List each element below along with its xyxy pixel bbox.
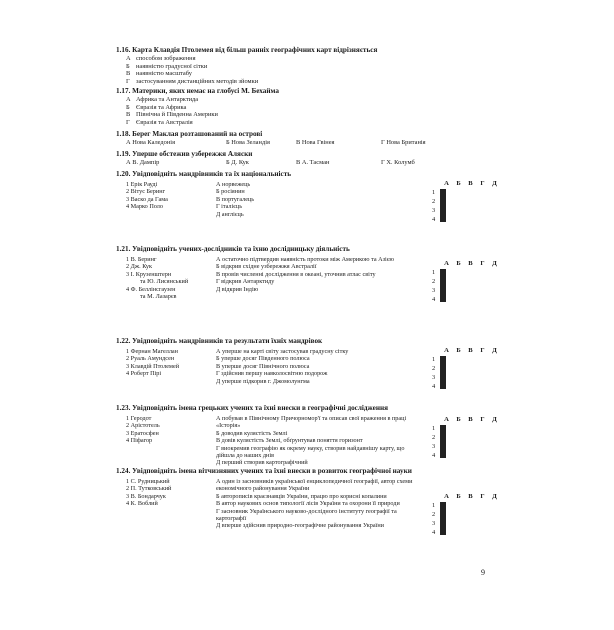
option-c: В А. Тасман	[296, 159, 330, 166]
question-title: 1.23. Увідповідніть імена грецьких учених та їхні внески в географічні дослідження	[116, 404, 389, 412]
option-b: Б Євразія та Африка	[126, 103, 187, 111]
page-number: 9	[481, 568, 485, 577]
answer-cells[interactable]	[440, 269, 446, 302]
question-1-18	[116, 130, 556, 148]
option-a: А Нова Каледонія	[126, 139, 176, 146]
question-1-21: 1.21. Увідповідніть учених-дослідників та їхню дослідницьку діяльність 1 В. Беринг 2 Дж. Кук 3 І. Крузенштерн та Ю. Лисянський 4 Ф. Беллінсгаузен та М. Лазарєв А остаточно підтвердив наявність протоки між Америкою та Азією Б відкрив східне узбережжя Австралії В провів численні дослідження в океані, уточнив атлас світу Г відкрив Антарктиду Д відкрив Індію А Б В Г Д 1 2 3 4	[116, 245, 556, 335]
question-title: 1.24. Увідповідніть імена вітчизняних учених та їхні внески в розвиток географічної науки	[116, 467, 412, 475]
option-d: Г Х. Колумб	[381, 159, 415, 166]
question-1-23: 1.23. Увідповідніть імена грецьких учених та їхні внески в географічні дослідження 1 Геродот 2 Арістотель 3 Ератосфен 4 Піфагор А побував в Північному Причорномор'ї та описав свої враження в праці «Історія» Б доводив кулястість Землі В довів кулястість Землі, обґрунтував поняття горизонт Г виокремив географію як окрему науку, створив найдавнішу карту, що дійшла до наших днів Д перший створив картографічний А Б В Г Д 1 2 3 4	[116, 404, 556, 466]
option-b: Б Нова Зеландія	[226, 139, 270, 146]
question-title: 1.20. Увідповідніть мандрівників та їх національність	[116, 170, 292, 178]
option-c: В наявністю масштабу	[126, 70, 192, 78]
left-column: 1 С. Рудницький 2 П. Тутковський 3 В. Бондарчук 4 К. Воблий	[126, 478, 172, 508]
question-1-20: 1.20. Увідповідніть мандрівників та їх національність 1 Ерік Рауді 2 Вітус Беринг 3 Васко да Гама 4 Марко Поло А норвежець Б росіянин В португалець Г італієць Д англієць А Б В Г Д 1 2 3 4	[116, 170, 556, 236]
left-column: 1 Фернан Магеллан 2 Руаль Амундсен 3 Клавдій Птолемей 4 Роберт Пірі	[126, 348, 180, 378]
question-1-24: 1.24. Увідповідніть імена вітчизняних учених та їхні внески в розвиток географічної науки 1 С. Рудницький 2 П. Тутковський 3 В. Бондарчук 4 К. Воблий А один із засновників української енциклопедичної географії, автор схеми економічного районування України Б авторописів краєзнавців України, працю про корисні копалини В автор наукових основ типології лісів України та охорони її природи Г засновник Українського науково-дослідного інституту географії та картографії Д вперше здійснив природно-географічне районування України А Б В Г Д 1 2 3 4	[116, 467, 556, 567]
question-1-17	[116, 87, 556, 126]
question-title: 1.19. Уперше обстежив узбережжя Аляски	[116, 150, 253, 158]
left-column: 1 Геродот 2 Арістотель 3 Ератосфен 4 Піфагор	[126, 415, 160, 445]
option-a: А Африка та Антарктида	[126, 96, 199, 103]
option-d: Г Євразія та Австралія	[126, 118, 193, 126]
option-b: Б Д. Кук	[226, 159, 249, 166]
answer-cells[interactable]	[440, 356, 446, 389]
right-column: А уперше на карті світу застосував градусну сітку Б уперше досяг Південного полюса В уперше досяг Північного полюса Г здійснив першу навколосвітню подорож Д уперше підкорив г. Джомолунгма	[216, 348, 349, 385]
question-title: 1.16. Карта Клавдія Птолемея від більш ранніх географічних карт відрізняється	[116, 46, 378, 54]
right-column: А один із засновників української енциклопедичної географії, автор схеми економічного районування України Б авторописів краєзнавців України, працю про корисні копалини В автор наукових основ типології лісів України та охорони її природи Г засновник Українського науково-дослідного інституту географії та картографії Д вперше здійснив природно-географічне районування України	[216, 478, 413, 530]
question-1-19	[116, 150, 556, 168]
option-a: А В. Дампір	[126, 159, 160, 166]
question-1-22: 1.22. Увідповідніть мандрівників та результати їхніх мандрівок 1 Фернан Магеллан 2 Руаль Амундсен 3 Клавдій Птолемей 4 Роберт Пірі А уперше на карті світу застосував градусну сітку Б уперше досяг Південного полюса В уперше досяг Північного полюса Г здійснив першу навколосвітню подорож Д уперше підкорив г. Джомолунгма А Б В Г Д 1 2 3 4	[116, 337, 556, 397]
answer-cells[interactable]	[440, 425, 446, 458]
question-title: 1.22. Увідповідніть мандрівників та результати їхніх мандрівок	[116, 337, 323, 345]
left-column: 1 В. Беринг 2 Дж. Кук 3 І. Крузенштерн та Ю. Лисянський 4 Ф. Беллінсгаузен та М. Лазарєв	[126, 256, 189, 301]
option-d: Г Нова Британія	[381, 139, 426, 146]
question-title: 1.17. Материки, яких немає на глобусі М. Бехайма	[116, 87, 279, 95]
option-c: В Нова Гвінея	[296, 139, 335, 146]
right-column: А норвежець Б росіянин В португалець Г італієць Д англієць	[216, 181, 255, 218]
option-d: Г застосуванням дистанційних методів зйомки	[126, 77, 259, 85]
answer-cells[interactable]	[440, 189, 446, 222]
option-b: Б наявністю градусної сітки	[126, 62, 208, 70]
answer-cells[interactable]	[440, 502, 446, 535]
option-a: А способом зображення	[126, 55, 196, 62]
right-column: А побував в Північному Причорномор'ї та описав свої враження в праці «Історія» Б доводив кулястість Землі В довів кулястість Землі, обґрунтував поняття горизонт Г виокремив географію як окрему науку, створив найдавнішу карту, що дійшла до наших днів Д перший створив картографічний	[216, 415, 407, 467]
question-1-16	[116, 46, 556, 85]
option-c: В Північна й Південна Америки	[126, 111, 218, 119]
question-title: 1.21. Увідповідніть учених-дослідників та їхню дослідницьку діяльність	[116, 245, 350, 253]
left-column: 1 Ерік Рауді 2 Вітус Беринг 3 Васко да Гама 4 Марко Поло	[126, 181, 168, 211]
right-column: А остаточно підтвердив наявність протоки між Америкою та Азією Б відкрив східне узбережжя Австралії В провів численні дослідження в океані, уточнив атлас світу Г відкрив Антарктиду Д відкрив Індію	[216, 256, 395, 293]
question-title: 1.18. Берег Маклая розташований на острові	[116, 130, 263, 138]
